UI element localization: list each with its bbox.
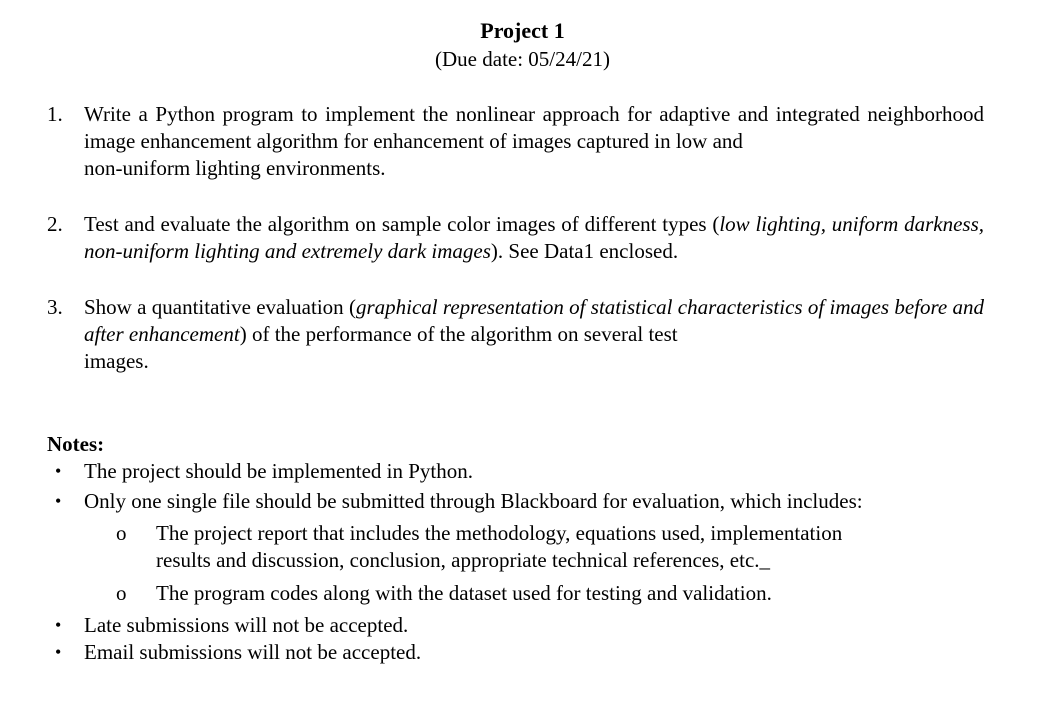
list-item-text-suffix: ) of the performance of the algorithm on several test [239,322,678,346]
list-number: 3. [47,295,63,319]
list-item-italic: graphical representation of statistical characteristics of images before and after enhancement [84,295,984,346]
bullet-text: Email submissions will not be accepted. [84,640,422,664]
sub-bullet-icon: o [116,521,127,545]
sub-bullet-item [116,580,984,607]
list-item-text-prefix: Test and evaluate the algorithm on sample color images of different types ( [84,212,720,236]
due-date: (Due date: 05/24/21) [435,47,610,71]
list-item-text-suffix: ). See Data1 enclosed. [490,239,679,263]
page-title: Project 1 [480,18,565,43]
list-item-line: non-uniform lighting environments. [84,156,386,180]
sub-bullet-text: The program codes along with the dataset used for testing and validation. [156,581,772,605]
sub-bullet-icon: o [116,581,127,605]
bullet-icon: • [55,642,62,662]
bullet-icon: • [55,461,62,481]
bullet-text: Only one single file should be submitted through Blackboard for evaluation, which includes: [84,489,863,513]
bullet-item [47,639,984,666]
bullet-text: The project should be implemented in Python. [84,459,474,483]
bullet-item [47,458,984,485]
list-number: 2. [47,212,63,236]
list-item-text [84,294,984,375]
bullet-text: Late submissions will not be accepted. [84,613,409,637]
list-item-text [84,101,984,182]
list-item-italic: low lighting, uniform darkness, non-uniform lighting and extremely dark images [84,212,984,263]
list-item-line: Write a Python program to implement the nonlinear approach for adaptive and integrated neighborhood image enhancement algorithm for enhancement of images captured in low and [84,102,984,153]
list-item-line: images. [84,349,149,373]
sub-bullet-item [116,520,984,574]
sub-bullet-text [156,520,984,574]
list-item-3 [47,294,984,375]
bullet-item [47,488,984,515]
bullet-item [47,612,984,639]
sub-bullet-line: results and discussion, conclusion, appropriate technical references, etc._ [156,548,771,572]
list-item-text [84,211,984,265]
list-number: 1. [47,102,63,126]
notes-heading: Notes: [47,432,105,456]
bullet-icon: • [55,491,62,511]
list-item-text-prefix: Show a quantitative evaluation ( [84,295,356,319]
sub-bullet-line: The project report that includes the methodology, equations used, implementation [156,521,843,545]
list-item-1 [47,101,984,182]
list-item-2 [47,211,984,265]
bullet-icon: • [55,615,62,635]
